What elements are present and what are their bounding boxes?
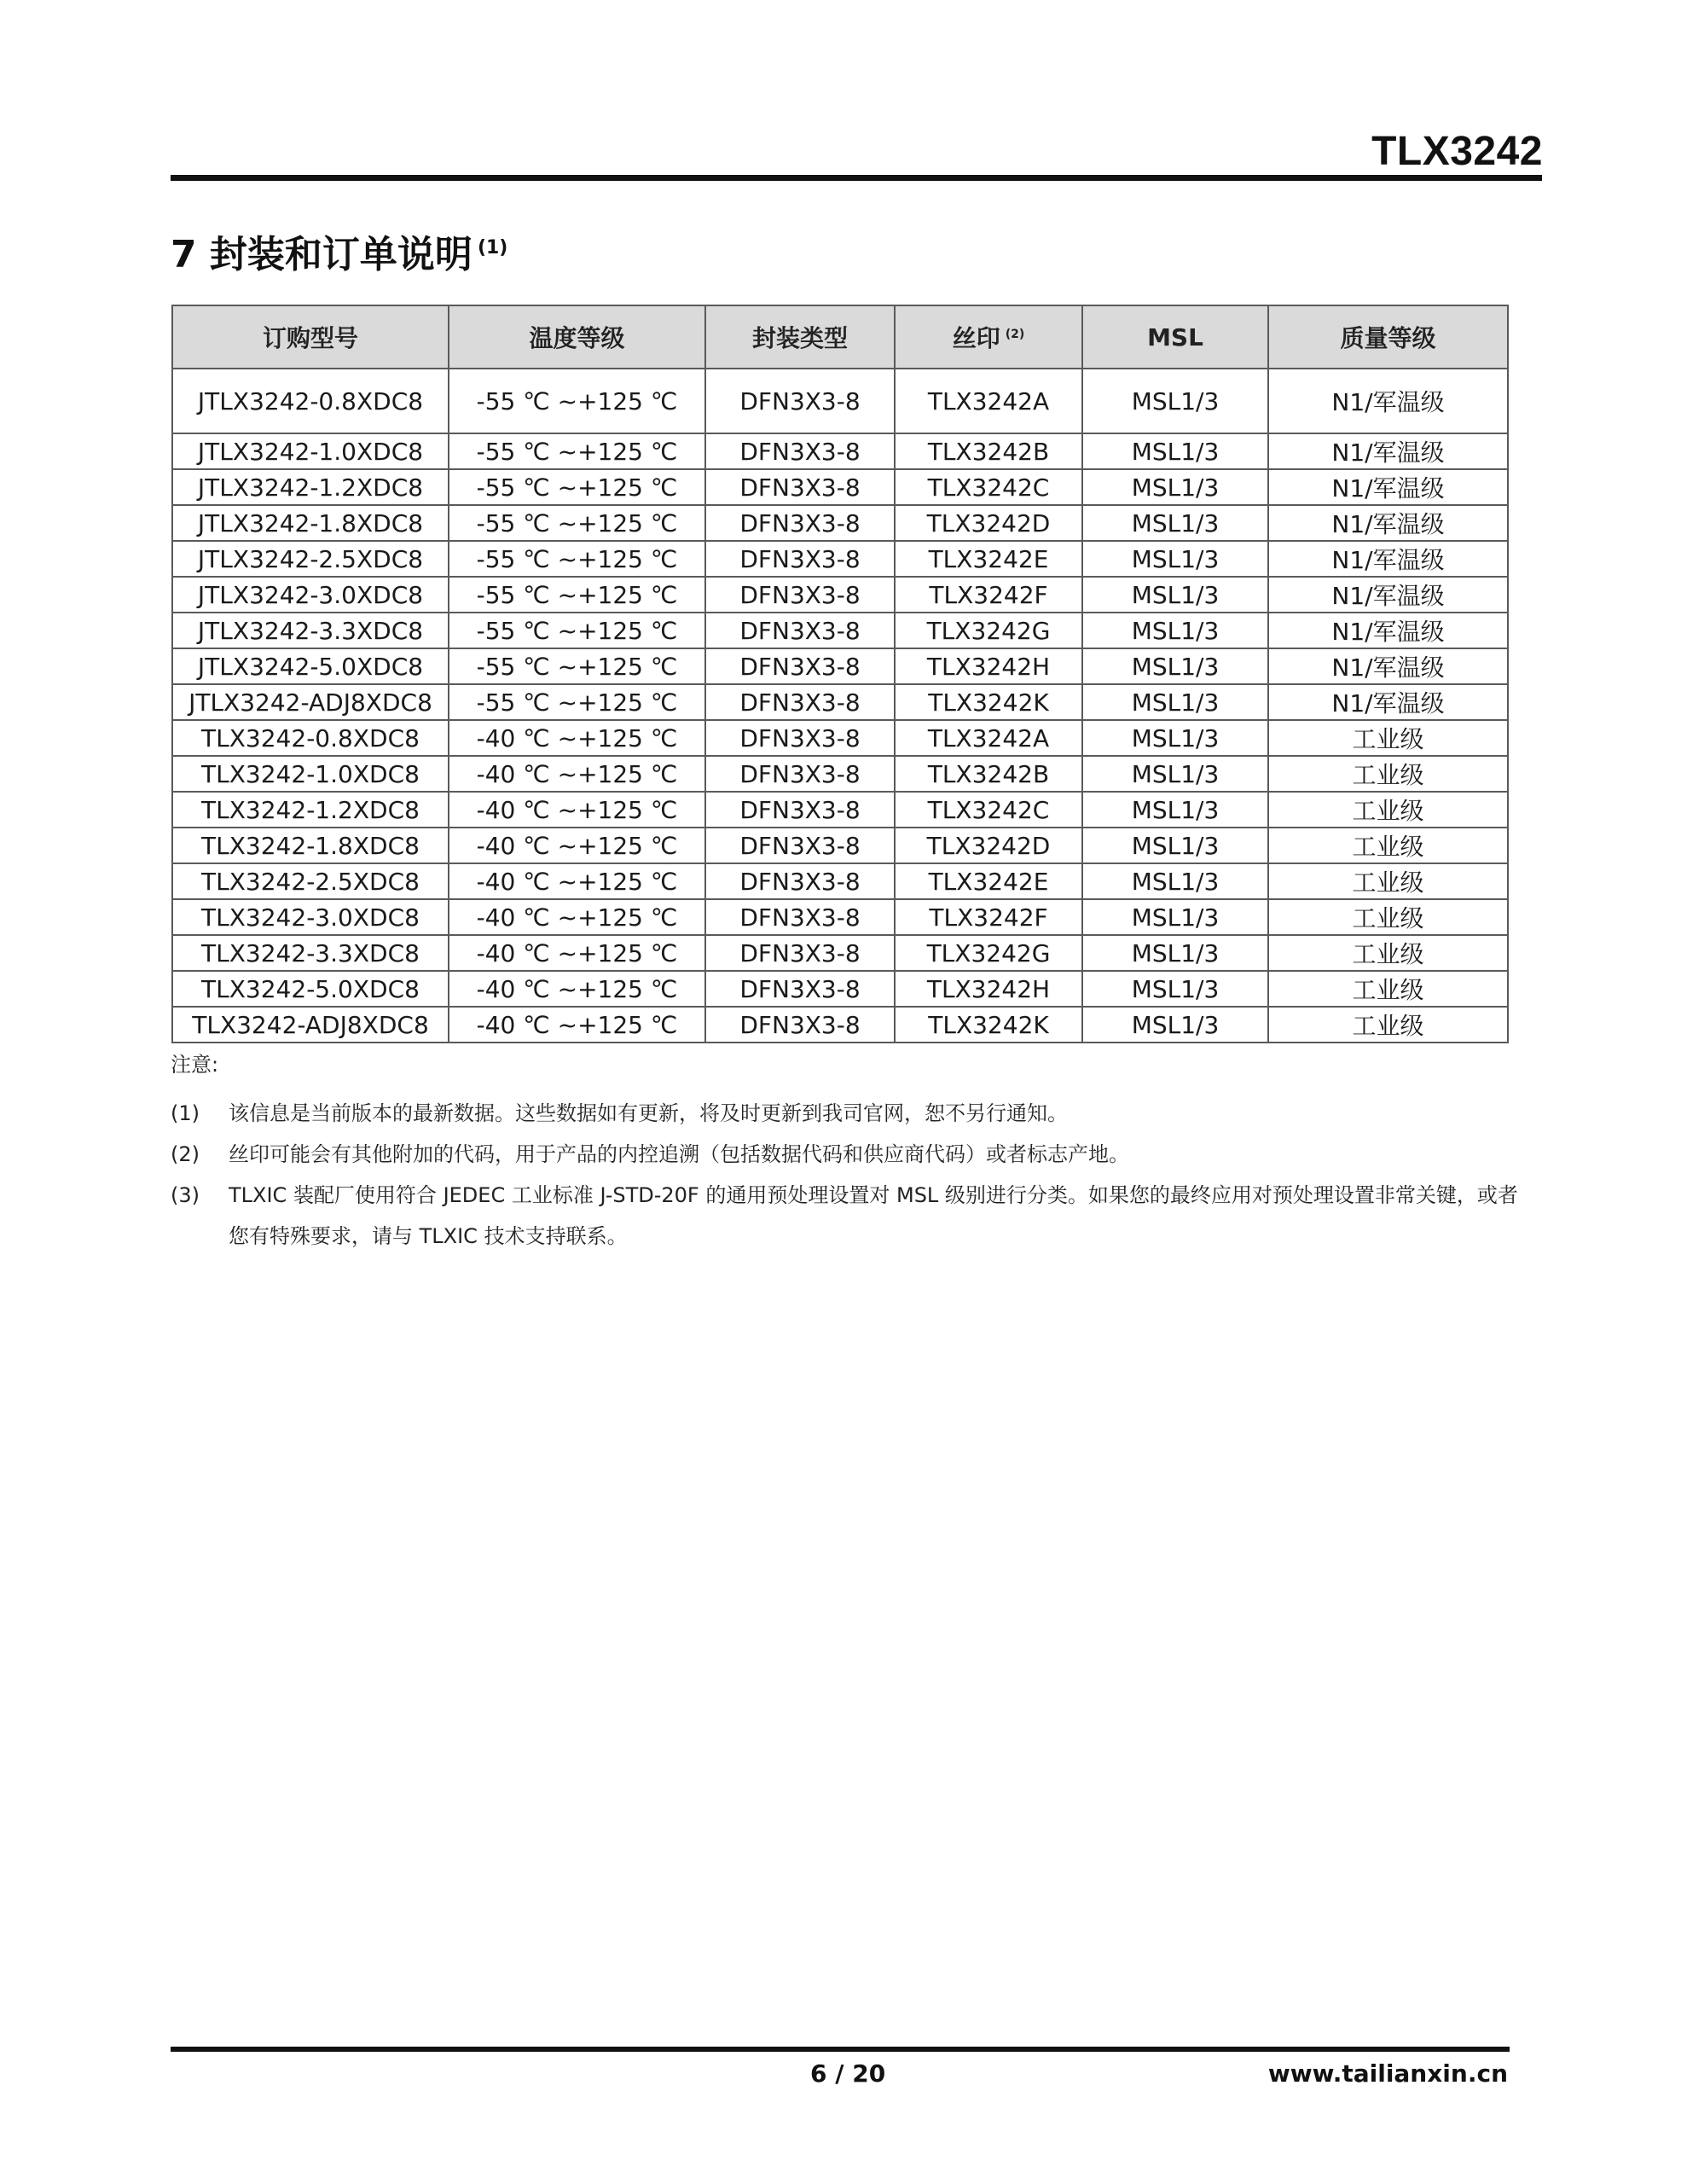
cell-marking: TLX3242H (895, 648, 1082, 684)
cell-package-type: DFN3X3-8 (705, 720, 895, 756)
cell-quality-grade: 工业级 (1268, 720, 1508, 756)
cell-temperature-grade: -55 ℃ ~+125 ℃ (449, 648, 705, 684)
cell-msl: MSL1/3 (1082, 648, 1268, 684)
cell-package-type: DFN3X3-8 (705, 369, 895, 433)
header-title: TLX3242 (1371, 129, 1543, 174)
cell-msl: MSL1/3 (1082, 792, 1268, 828)
cell-package-type: DFN3X3-8 (705, 577, 895, 613)
notes-section (171, 1048, 1518, 1257)
cell-package-type: DFN3X3-8 (705, 433, 895, 469)
cell-msl: MSL1/3 (1082, 863, 1268, 899)
cell-package-type: DFN3X3-8 (705, 648, 895, 684)
cell-msl: MSL1/3 (1082, 541, 1268, 577)
cell-order-number: TLX3242-0.8XDC8 (172, 720, 449, 756)
cell-quality-grade: N1/军温级 (1268, 469, 1508, 505)
cell-quality-grade: 工业级 (1268, 935, 1508, 971)
cell-temperature-grade: -55 ℃ ~+125 ℃ (449, 684, 705, 720)
table-row (172, 433, 1508, 469)
cell-order-number: TLX3242-ADJ8XDC8 (172, 1007, 449, 1043)
cell-temperature-grade: -40 ℃ ~+125 ℃ (449, 1007, 705, 1043)
cell-msl: MSL1/3 (1082, 828, 1268, 863)
cell-msl: MSL1/3 (1082, 577, 1268, 613)
cell-marking: TLX3242C (895, 792, 1082, 828)
cell-order-number: JTLX3242-3.0XDC8 (172, 577, 449, 613)
cell-temperature-grade: -55 ℃ ~+125 ℃ (449, 541, 705, 577)
table-row (172, 756, 1508, 792)
cell-quality-grade: 工业级 (1268, 899, 1508, 935)
cell-msl: MSL1/3 (1082, 433, 1268, 469)
cell-temperature-grade: -55 ℃ ~+125 ℃ (449, 505, 705, 541)
cell-quality-grade: N1/军温级 (1268, 648, 1508, 684)
cell-msl: MSL1/3 (1082, 613, 1268, 648)
table-row (172, 684, 1508, 720)
cell-quality-grade: N1/军温级 (1268, 505, 1508, 541)
cell-marking: TLX3242E (895, 541, 1082, 577)
cell-quality-grade: N1/军温级 (1268, 684, 1508, 720)
header-package-type: 封装类型 (705, 305, 895, 369)
cell-order-number: TLX3242-1.8XDC8 (172, 828, 449, 863)
section-title (171, 224, 507, 278)
cell-order-number: JTLX3242-5.0XDC8 (172, 648, 449, 684)
cell-marking: TLX3242H (895, 971, 1082, 1007)
footer-divider (171, 2047, 1510, 2052)
cell-marking: TLX3242D (895, 828, 1082, 863)
cell-temperature-grade: -55 ℃ ~+125 ℃ (449, 577, 705, 613)
cell-order-number: JTLX3242-ADJ8XDC8 (172, 684, 449, 720)
cell-temperature-grade: -40 ℃ ~+125 ℃ (449, 756, 705, 792)
cell-quality-grade: 工业级 (1268, 792, 1508, 828)
cell-order-number: JTLX3242-1.0XDC8 (172, 433, 449, 469)
cell-quality-grade: 工业级 (1268, 1007, 1508, 1043)
header-quality-grade: 质量等级 (1268, 305, 1508, 369)
note-number: (1) (171, 1101, 200, 1125)
cell-temperature-grade: -55 ℃ ~+125 ℃ (449, 369, 705, 433)
table-body (172, 369, 1508, 1043)
cell-msl: MSL1/3 (1082, 720, 1268, 756)
note-text: 该信息是当前版本的最新数据。这些数据如有更新，将及时更新到我司官网，恕不另行通知。 (229, 1101, 1068, 1125)
cell-marking: TLX3242B (895, 756, 1082, 792)
cell-package-type: DFN3X3-8 (705, 684, 895, 720)
cell-package-type: DFN3X3-8 (705, 541, 895, 577)
cell-msl: MSL1/3 (1082, 684, 1268, 720)
header-marking-footnote: (2) (1005, 327, 1025, 341)
cell-quality-grade: 工业级 (1268, 971, 1508, 1007)
note-text: TLXIC 装配厂使用符合 JEDEC 工业标准 J-STD-20F 的通用预处理设置对 MSL 级别进行分类。如果您的最终应用对预处理设置非常关键，或者您有特殊要求，请与 TLXIC 技术支持联系。 (229, 1183, 1518, 1248)
cell-marking: TLX3242D (895, 505, 1082, 541)
note-number: (3) (171, 1183, 200, 1207)
cell-msl: MSL1/3 (1082, 899, 1268, 935)
table-row (172, 577, 1508, 613)
cell-temperature-grade: -40 ℃ ~+125 ℃ (449, 899, 705, 935)
notes-title: 注意: (171, 1053, 219, 1077)
cell-marking: TLX3242G (895, 613, 1082, 648)
cell-marking: TLX3242E (895, 863, 1082, 899)
cell-order-number: TLX3242-2.5XDC8 (172, 863, 449, 899)
cell-package-type: DFN3X3-8 (705, 756, 895, 792)
cell-order-number: JTLX3242-0.8XDC8 (172, 369, 449, 433)
cell-marking: TLX3242F (895, 899, 1082, 935)
cell-temperature-grade: -40 ℃ ~+125 ℃ (449, 863, 705, 899)
cell-quality-grade: 工业级 (1268, 863, 1508, 899)
header-marking (895, 305, 1082, 369)
table-row (172, 369, 1508, 433)
cell-package-type: DFN3X3-8 (705, 899, 895, 935)
cell-msl: MSL1/3 (1082, 971, 1268, 1007)
cell-order-number: TLX3242-3.0XDC8 (172, 899, 449, 935)
cell-order-number: JTLX3242-1.2XDC8 (172, 469, 449, 505)
cell-marking: TLX3242F (895, 577, 1082, 613)
note-item (171, 1175, 1518, 1257)
cell-package-type: DFN3X3-8 (705, 613, 895, 648)
cell-marking: TLX3242K (895, 684, 1082, 720)
cell-quality-grade: 工业级 (1268, 828, 1508, 863)
header-temperature-grade: 温度等级 (449, 305, 705, 369)
cell-temperature-grade: -40 ℃ ~+125 ℃ (449, 792, 705, 828)
page-number: 6 / 20 (810, 2059, 886, 2088)
cell-quality-grade: 工业级 (1268, 756, 1508, 792)
cell-package-type: DFN3X3-8 (705, 792, 895, 828)
table-row (172, 863, 1508, 899)
table-row (172, 541, 1508, 577)
cell-package-type: DFN3X3-8 (705, 469, 895, 505)
cell-marking: TLX3242G (895, 935, 1082, 971)
cell-quality-grade: N1/军温级 (1268, 613, 1508, 648)
table-row (172, 792, 1508, 828)
cell-temperature-grade: -40 ℃ ~+125 ℃ (449, 720, 705, 756)
cell-order-number: TLX3242-1.2XDC8 (172, 792, 449, 828)
note-item (171, 1134, 1518, 1175)
table-row (172, 828, 1508, 863)
table-row (172, 935, 1508, 971)
cell-temperature-grade: -55 ℃ ~+125 ℃ (449, 613, 705, 648)
cell-marking: TLX3242A (895, 369, 1082, 433)
cell-package-type: DFN3X3-8 (705, 971, 895, 1007)
cell-temperature-grade: -40 ℃ ~+125 ℃ (449, 935, 705, 971)
cell-package-type: DFN3X3-8 (705, 1007, 895, 1043)
cell-msl: MSL1/3 (1082, 469, 1268, 505)
cell-quality-grade: N1/军温级 (1268, 433, 1508, 469)
cell-order-number: TLX3242-3.3XDC8 (172, 935, 449, 971)
ordering-table (171, 305, 1509, 1043)
table-row (172, 899, 1508, 935)
cell-package-type: DFN3X3-8 (705, 828, 895, 863)
section-title-text: 7 封装和订单说明 (171, 233, 472, 276)
table-row (172, 1007, 1508, 1043)
cell-marking: TLX3242A (895, 720, 1082, 756)
table-header-row (172, 305, 1508, 369)
cell-msl: MSL1/3 (1082, 369, 1268, 433)
cell-temperature-grade: -55 ℃ ~+125 ℃ (449, 469, 705, 505)
table-row (172, 648, 1508, 684)
cell-msl: MSL1/3 (1082, 935, 1268, 971)
cell-msl: MSL1/3 (1082, 756, 1268, 792)
table-row (172, 613, 1508, 648)
cell-order-number: JTLX3242-3.3XDC8 (172, 613, 449, 648)
cell-order-number: TLX3242-1.0XDC8 (172, 756, 449, 792)
cell-order-number: TLX3242-5.0XDC8 (172, 971, 449, 1007)
footer-website-link[interactable]: www.tailianxin.cn (1267, 2059, 1508, 2088)
cell-order-number: JTLX3242-2.5XDC8 (172, 541, 449, 577)
cell-temperature-grade: -40 ℃ ~+125 ℃ (449, 971, 705, 1007)
header-divider (171, 175, 1542, 181)
table-row (172, 720, 1508, 756)
table-row (172, 469, 1508, 505)
cell-quality-grade: N1/军温级 (1268, 541, 1508, 577)
table-row (172, 971, 1508, 1007)
cell-quality-grade: N1/军温级 (1268, 577, 1508, 613)
cell-package-type: DFN3X3-8 (705, 863, 895, 899)
cell-marking: TLX3242K (895, 1007, 1082, 1043)
note-item (171, 1093, 1518, 1134)
note-text: 丝印可能会有其他附加的代码，用于产品的内控追溯（包括数据代码和供应商代码）或者标志产地。 (229, 1142, 1129, 1166)
note-number: (2) (171, 1142, 200, 1166)
cell-msl: MSL1/3 (1082, 1007, 1268, 1043)
header-order-number: 订购型号 (172, 305, 449, 369)
cell-marking: TLX3242B (895, 433, 1082, 469)
cell-quality-grade: N1/军温级 (1268, 369, 1508, 433)
cell-package-type: DFN3X3-8 (705, 505, 895, 541)
section-title-footnote: (1) (477, 237, 508, 259)
cell-marking: TLX3242C (895, 469, 1082, 505)
cell-temperature-grade: -40 ℃ ~+125 ℃ (449, 828, 705, 863)
cell-package-type: DFN3X3-8 (705, 935, 895, 971)
cell-temperature-grade: -55 ℃ ~+125 ℃ (449, 433, 705, 469)
header-msl: MSL (1082, 305, 1268, 369)
header-marking-label: 丝印 (952, 324, 1000, 352)
cell-order-number: JTLX3242-1.8XDC8 (172, 505, 449, 541)
cell-msl: MSL1/3 (1082, 505, 1268, 541)
table-row (172, 505, 1508, 541)
